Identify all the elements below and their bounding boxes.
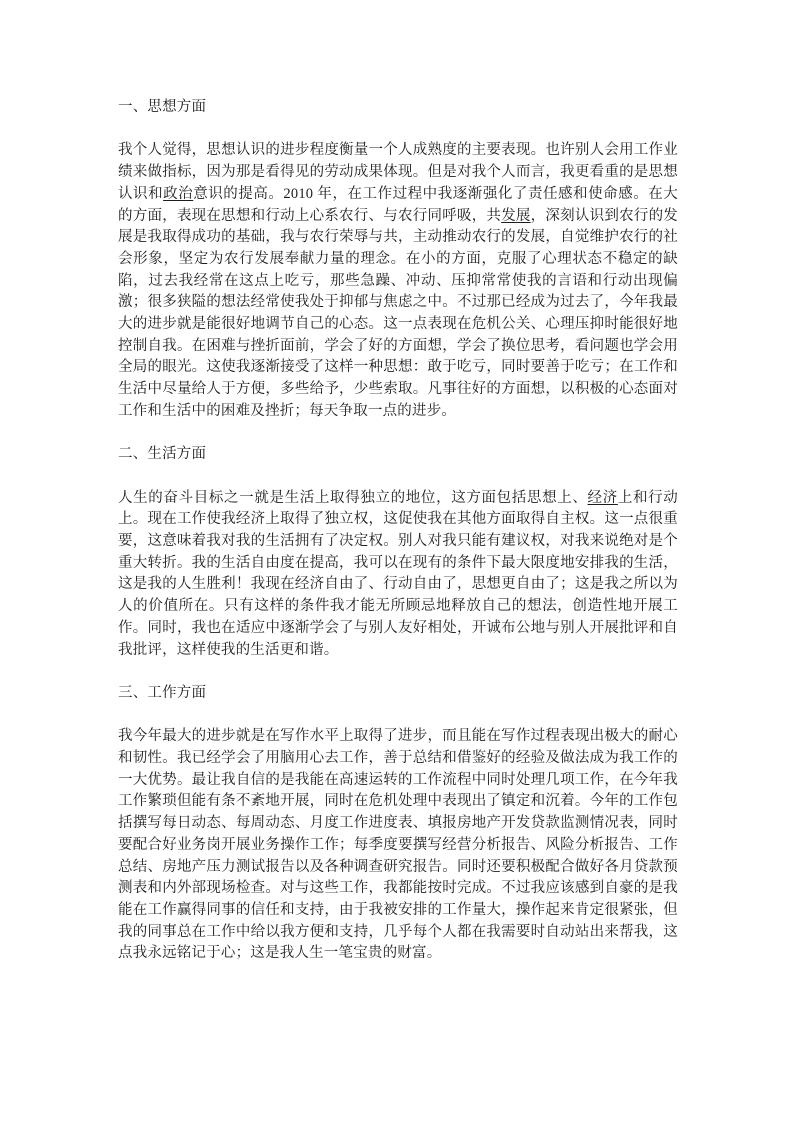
text-run: 我个人觉得，思想认识的进步程度衡量一个人成熟度的主要表现。也许别人会用工作业绩来做指标，因为那是看得见的劳动成果体现。但是对我个人而言，我更看重的是思想认识和 <box>118 142 678 202</box>
section-paragraph-work <box>118 726 678 965</box>
text-run: 上和行动上。现在工作使我经济上取得了独立权，这促使我在其他方面取得自主权。这一点很重要，这意味着我对我的生活拥有了决定权。别人对我只能有建议权，对我来说绝对是个重大转折。我的生活自由度在提高，我可以在现有的条件下最大限度地安排我的生活，这是我的人生胜利！我现在经济自由了、行动自由了，思想更自由了；这是我之所以为人的价值所在。只有这样的条件我才能无所顾忌地释放自己的想法，创造性地开展工作。同时，我也在适应中逐渐学会了与别人友好相处，开诚布公地与别人开展批评和自我批评，这样使我的生活更和谐。 <box>118 489 678 658</box>
underlined-text-run: 发展 <box>501 207 531 224</box>
text-run: 人生的奋斗目标之一就是生活上取得独立的地位，这方面包括思想上、 <box>118 489 588 506</box>
section-paragraph-ideology <box>118 140 678 422</box>
text-run: 我今年最大的进步就是在写作水平上取得了进步，而且能在写作过程表现出极大的耐心和韧性。我已经学会了用脑用心去工作，善于总结和借鉴好的经验及做法成为我工作的一大优势。最让我自信的是我能在高速运转的工作流程中同时处理几项工作，在今年我工作繁琐但能有条不紊地开展，同时在危机处理中表现出了镇定和沉着。今年的工作包括撰写每日动态、每周动态、月度工作进度表、填报房地产开发贷款监测情况表，同时要配合好业务岗开展业务操作工作；每季度要撰写经营分析报告、风险分析报告、工作总结、房地产压力测试报告以及各种调查研究报告。同时还要积极配合做好各月贷款预测表和内外部现场检查。对与这些工作，我都能按时完成。不过我应该感到自豪的是我能在工作赢得同事的信任和支持，由于我被安排的工作量大，操作起来肯定很紧张，但我的同事总在工作中给以我方便和支持，几乎每个人都在我需要时自动站出来帮我，这点我永远铭记于心；这是我人生一笔宝贵的财富。 <box>118 728 678 962</box>
underlined-text-run: 政治 <box>163 185 194 202</box>
text-run: ，深刻认识到农行的发展是我取得成功的基础，我与农行荣辱与共，主动推动农行的发展，自觉维护农行的社会形象，坚定为农行发展奉献力量的理念。在小的方面，克服了心理状态不稳定的缺陷，过去我经常在这点上吃亏，那些急躁、冲动、压抑常常使我的言语和行动出现偏激；很多狭隘的想法经常使我处于抑郁与焦虑之中。不过那已经成为过去了，今年我最大的进步就是能很好地调节自己的心态。这一点表现在危机公关、心理压抑时能很好地控制自我。在困难与挫折面前，学会了好的方面想，学会了换位思考，看问题也学会用全局的眼光。这使我逐渐接受了这样一种思想：敢于吃亏，同时要善于吃亏；在工作和生活中尽量给人于方便，多些给予，少些索取。凡事往好的方面想，以积极的心态面对工作和生活中的困难及挫折；每天争取一点的进步。 <box>118 207 679 419</box>
text-run: 意识的提高。2010 年，在工作过程中我逐渐强化了责任感和使命感。在大的方面，表现在思想和行动上心系农行、与农行同呼吸，共 <box>118 185 678 224</box>
section-heading-work: 三、工作方面 <box>118 684 207 701</box>
section-heading-ideology: 一、思想方面 <box>118 99 207 115</box>
section-heading-life: 二、生活方面 <box>118 446 207 463</box>
section-paragraph-life <box>118 488 678 662</box>
underlined-text-run: 经济 <box>587 489 618 506</box>
document-body <box>118 97 678 987</box>
